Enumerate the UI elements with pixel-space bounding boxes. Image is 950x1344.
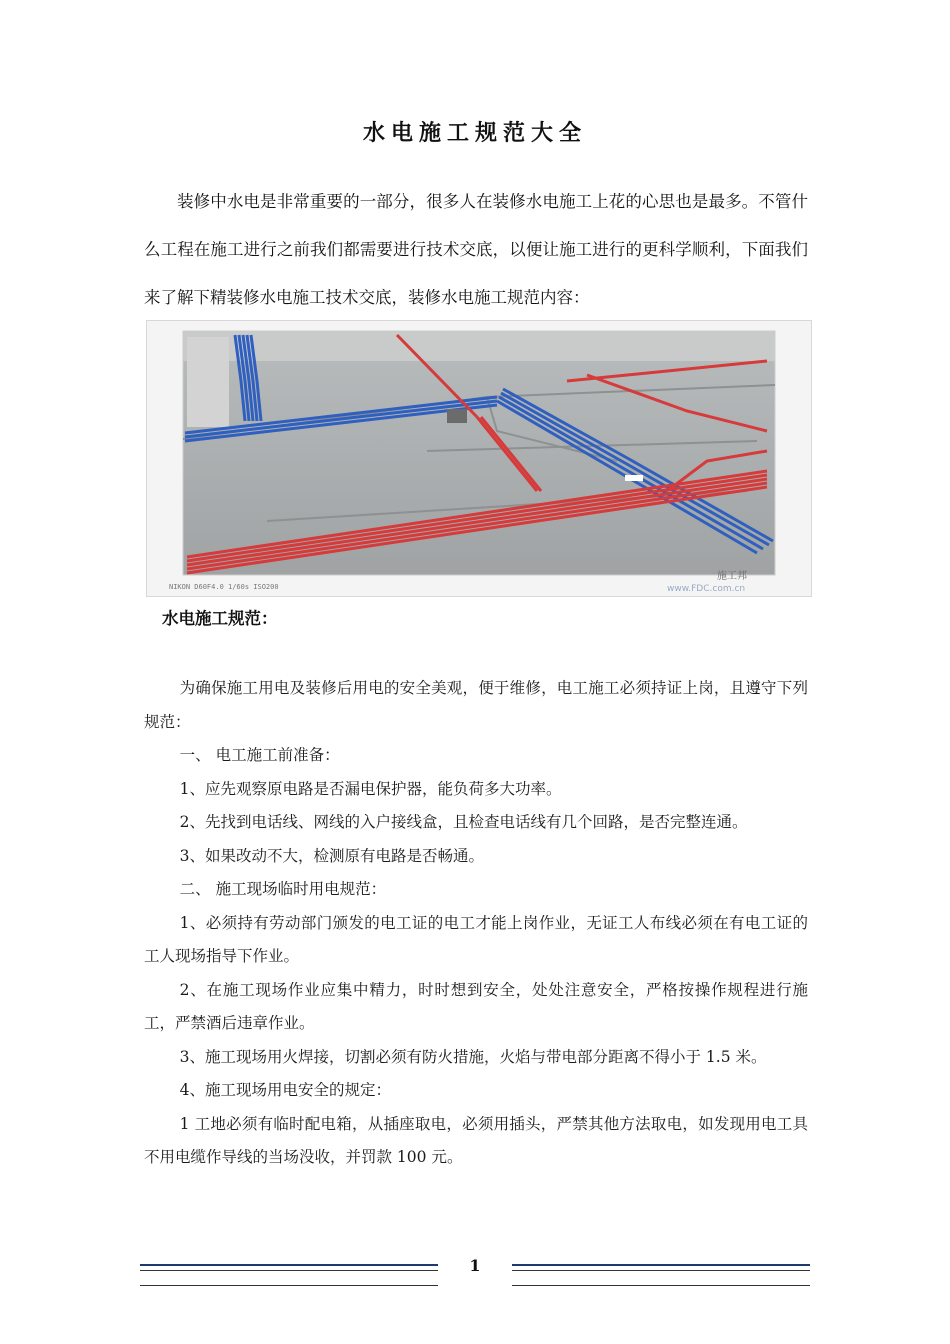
paragraph: 3、施工现场用火焊接，切割必须有防火措施，火焰与带电部分距离不得小于 1.5 米。	[179, 1047, 767, 1066]
paragraph: 2、先找到电话线、网线的入户接线盒，且检查电话线有几个回路，是否完整连通。	[179, 813, 748, 831]
footer-rule-right-bottom	[512, 1285, 810, 1286]
document-title: 水电施工规范大全	[362, 120, 587, 146]
page-number: 1	[469, 1256, 481, 1275]
paragraph: 为确保施工用电及装修后用电的安全美观，便于维修，电工施工必须持证上岗，且遵守下列规范：	[144, 679, 808, 731]
footer-rule-left-bottom	[140, 1285, 438, 1286]
paragraph: 1、必须持有劳动部门颁发的电工证的电工才能上岗作业，无证工人布线必须在有电工证的工人现场指导下作业。	[144, 913, 808, 965]
paragraph: 4、施工现场用电安全的规定：	[179, 1081, 392, 1099]
wiring-photo	[146, 320, 812, 597]
paragraph: 一、 电工施工前准备：	[179, 746, 340, 764]
paragraph: 1、应先观察原电路是否漏电保护器，能负荷多大功率。	[179, 779, 562, 798]
photo-exif-caption: NIKON D60F4.0 1/60s ISO200	[169, 583, 279, 591]
footer-rule-right-top	[512, 1264, 810, 1266]
body-text	[144, 672, 808, 1175]
paragraph: 二、 施工现场临时用电规范：	[179, 880, 387, 898]
footer-rule-left-mid	[140, 1270, 438, 1271]
paragraph: 3、如果改动不大，检测原有电路是否畅通。	[179, 846, 485, 865]
footer-rule-left-top	[140, 1264, 438, 1266]
paragraph: 2、在施工现场作业应集中精力，时时想到安全，处处注意安全，严格按操作规程进行施工，严禁酒后违章作业。	[144, 980, 808, 1032]
photo-watermark: 施工邦	[717, 571, 747, 582]
footer-rule-right-mid	[512, 1270, 810, 1271]
page-footer	[0, 1256, 950, 1296]
section-heading: 水电施工规范：	[162, 609, 278, 628]
paragraph: 1 工地必须有临时配电箱，从插座取电，必须用插头，严禁其他方法取电，如发现用电工具不用电缆作导线的当场没收，并罚款 100 元。	[144, 1114, 808, 1166]
photo-watermark-url: www.FDC.com.cn	[667, 584, 746, 594]
wiring-photo-illustration	[147, 321, 811, 596]
intro-paragraph: 装修中水电是非常重要的一部分，很多人在装修水电施工上花的心思也是最多。不管什么工程在施工进行之前我们都需要进行技术交底，以便让施工进行的更科学顺利，下面我们来了解下精装修水电施工技术交底，装修水电施工规范内容：	[144, 192, 808, 307]
